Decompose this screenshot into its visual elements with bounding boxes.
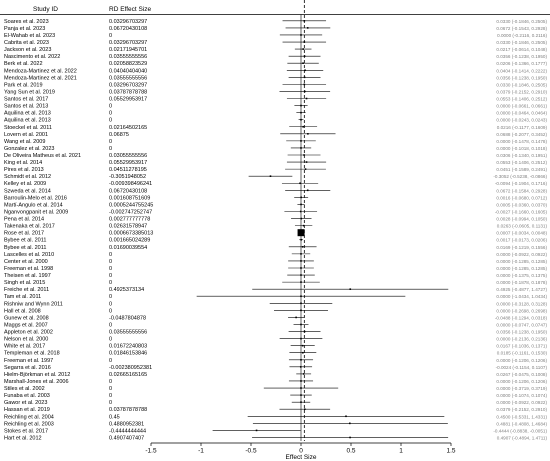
ci-value: 0.0267 (-0.0475, 0.1008) [496, 371, 547, 377]
rd-effect-value: 0.05529953917 [109, 160, 148, 167]
study-label: Park et al. 2019 [4, 82, 43, 89]
x-tick-label: 0.5 [346, 447, 356, 455]
rd-effect-value: 0.02665165165 [109, 371, 148, 378]
study-column-header: Study ID [33, 6, 58, 13]
study-row [4, 407, 547, 413]
study-label: Hielm-Björkman et al. 2012 [4, 371, 71, 378]
ci-value: 0.0000 (-0.3719, 0.3719) [496, 386, 547, 392]
rd-effect-value: 0.4907407407 [109, 435, 145, 442]
rd-effect-value: 0.45 [109, 414, 120, 421]
ci-value: 0.0330 (-0.1846, 0.2505) [496, 18, 547, 24]
study-label: Appleton et al. 2002 [4, 329, 53, 336]
rd-effect-value: -0.009398496241 [109, 181, 153, 188]
ci-value: 0.0263 (-0.0605, 0.1131) [496, 223, 547, 229]
study-label: Lascelles et al. 2010 [4, 251, 55, 258]
study-row [4, 400, 547, 406]
study-row [4, 238, 547, 244]
study-row [4, 435, 547, 441]
study-row [4, 209, 547, 215]
study-row [4, 75, 547, 81]
ci-value: -0.0094 (-0.1904, 0.1716) [494, 181, 547, 187]
study-row [4, 273, 547, 279]
study-label: Bybee et al. 2011 [4, 244, 47, 251]
ci-value: 0.0169 (-0.1219, 0.1556) [496, 244, 547, 250]
ci-value: 0.0016 (-0.0680, 0.0712) [496, 195, 547, 201]
rd-effect-value: 0.02164502165 [109, 124, 148, 131]
study-label: Hart et al. 2012 [4, 435, 42, 442]
rd-effect-value: 0 [109, 258, 113, 265]
effect-point [302, 48, 304, 50]
effect-point [302, 352, 304, 354]
study-row [4, 118, 547, 124]
study-label: Pires et al. 2013 [4, 167, 44, 174]
ci-value: 0.0000 (-0.1206, 0.1206) [496, 378, 547, 384]
ci-value: 0.0000 (-0.0243, 0.0243) [496, 117, 547, 123]
study-row [4, 294, 547, 300]
study-row [4, 104, 547, 110]
ci-value: 0.0000 (-0.0661, 0.0661) [496, 103, 547, 109]
rd-effect-value: 0.03555555556 [109, 329, 148, 336]
rd-effect-value: 0 [109, 280, 113, 287]
ci-value: 0.0000 (-1.0434, 1.0434) [496, 294, 547, 300]
study-label: Tam et al. 2011 [4, 294, 42, 301]
ci-value: 0.0000 (-0.0747, 0.0747) [496, 322, 547, 328]
study-row [4, 188, 547, 194]
study-label: Marshall-Jones et al. 2006 [4, 378, 69, 385]
x-axis-label: Effect Size [285, 454, 317, 461]
study-row [4, 245, 547, 251]
ci-value: 0.0672 (-0.1543, 0.2928) [496, 25, 547, 31]
study-row [4, 344, 547, 350]
study-label: Funaba et al. 2003 [4, 393, 50, 400]
ci-value: 0.0217 (-0.0614, 0.1048) [496, 47, 547, 53]
rd-effect-value: 0.05529953917 [109, 96, 148, 103]
rd-effect-value: 0 [109, 32, 113, 39]
rd-effect-value: 0.03055555556 [109, 153, 148, 160]
study-row [4, 47, 547, 53]
study-label: Reichling et al. 2004 [4, 414, 54, 421]
ci-value: 0.0330 (-0.1846, 0.2505) [496, 40, 547, 46]
study-row [4, 252, 547, 258]
study-row [4, 181, 547, 187]
ci-value: 0.0000 (-0.2116, 0.2116) [497, 32, 547, 38]
effect-point [305, 168, 307, 170]
rd-effect-value: 0.01672240803 [109, 343, 148, 350]
ci-value: 0.4907 (-0.4894, 1.4711) [496, 435, 547, 441]
rd-effect-value: 0 [109, 378, 113, 385]
rd-effect-value: 0 [109, 103, 113, 110]
study-label: Aquilina et al. 2013 [4, 117, 51, 124]
effect-point [299, 182, 301, 184]
rd-effect-value: 0.06720430108 [109, 188, 148, 195]
x-tick-label: -1 [198, 447, 204, 455]
study-label: White et al. 2017 [4, 343, 46, 350]
study-label: Pena et al. 2014 [4, 216, 45, 223]
study-row [4, 315, 547, 321]
study-row [4, 160, 547, 166]
effect-point [303, 373, 305, 375]
ci-value: 0.0379 (-0.2152, 0.2910) [496, 89, 547, 95]
rd-effect-value: 0.02631578947 [109, 223, 148, 230]
rd-effect-value: 0 [109, 308, 113, 315]
rd-effect-value: 0.03296703297 [109, 40, 148, 47]
study-label: Nelson et al. 2000 [4, 336, 49, 343]
ci-value: 0.0451 (-0.1589, 0.2491) [496, 167, 547, 173]
study-row [4, 379, 547, 385]
study-row [4, 266, 547, 272]
study-row [4, 167, 547, 173]
rd-effect-value: 0.06720430108 [109, 25, 148, 32]
study-row [4, 358, 547, 364]
ci-value: 0.0553 (-0.1406, 0.2512) [496, 96, 547, 102]
rd-effect-value: 0 [109, 400, 113, 407]
ci-value: 0.0017 (-0.0173, 0.0206) [496, 237, 547, 243]
study-row [4, 393, 547, 399]
study-row [4, 217, 547, 223]
study-row [4, 202, 547, 208]
effect-point [349, 423, 351, 425]
rd-effect-value: 0.04040404040 [109, 68, 148, 75]
study-row [4, 89, 547, 95]
study-label: Jackson et al. 2023 [4, 47, 52, 54]
study-label: Hall et al. 2008 [4, 308, 41, 315]
study-label: De Oliveira Matheus et al. 2021 [4, 153, 82, 160]
rd-effect-value: 0 [109, 110, 113, 117]
study-row [4, 132, 547, 138]
ci-value: 0.0688 (-0.2077, 0.3452) [496, 131, 547, 137]
study-label: Santos et al. 2013 [4, 103, 49, 110]
ci-value: 0.0404 (-0.1414, 0.2222) [496, 68, 547, 74]
effect-point [306, 98, 308, 100]
study-row [4, 40, 547, 46]
rd-effect-value: 0.4880952381 [109, 421, 145, 428]
ci-value: -0.0027 (-0.1660, 0.1605) [494, 209, 547, 215]
ci-value: 0.4881 (-0.4808, 1.4684) [496, 421, 547, 427]
rd-effect-value: -0.002747252747 [109, 209, 153, 216]
study-row [4, 428, 547, 434]
study-label: Freeman et al. 1998 [4, 265, 54, 272]
ci-value: 0.0000 (-0.1478, 0.1478) [496, 138, 547, 144]
study-label: Takenaka et al. 2017 [4, 223, 55, 230]
ci-value: 0.0000 (-0.0922, 0.0922) [496, 251, 547, 257]
effect-point [256, 430, 258, 432]
study-row [4, 414, 547, 420]
rd-effect-value: -0.4444444444 [109, 428, 147, 435]
study-row [4, 365, 547, 371]
x-tick-label: -1.5 [145, 447, 157, 455]
study-label: Reichling et al. 2003 [4, 421, 54, 428]
study-row [4, 26, 547, 32]
rd-effect-value: 0.001608751609 [109, 195, 151, 202]
ci-value: 0.0330 (-0.1846, 0.2505) [496, 82, 547, 88]
ci-value: 0.0000 (-0.1285, 0.1285) [496, 258, 547, 264]
study-label: Lovern et al. 2001 [4, 131, 49, 138]
ci-value: 0.0000 (-0.1074, 0.1074) [496, 393, 547, 399]
ci-value: -0.4444 (-0.8838, -0.0051) [493, 428, 547, 434]
study-label: Nganvongpanit et al. 2009 [4, 209, 69, 216]
study-row [4, 19, 547, 25]
rd-effect-value: 0.01690039554 [109, 244, 148, 251]
study-row [4, 386, 547, 392]
study-row [4, 421, 547, 427]
effect-point [307, 190, 309, 192]
rd-effect-value: 0 [109, 393, 113, 400]
study-row [4, 61, 547, 67]
ci-value: 0.0206 (-0.1366, 0.1777) [496, 61, 547, 67]
study-label: Mendoza-Martinez et al. 2022 [4, 68, 77, 75]
ci-value: 0.0185 (-0.1161, 0.1530) [496, 350, 547, 356]
study-label: Segarra et al. 2016 [4, 364, 51, 371]
ci-value: 0.4925 (-0.4877, 1.4727) [496, 287, 547, 293]
ci-value: 0.0000 (-0.1206, 0.1206) [496, 357, 547, 363]
study-row [4, 54, 547, 60]
study-row [4, 229, 547, 237]
study-label: Berk et al. 2022 [4, 61, 43, 68]
rd-effect-value: 0 [109, 117, 113, 124]
study-label: Bybee et al. 2011 [4, 237, 47, 244]
rd-effect-value: 0.03296703297 [109, 82, 148, 89]
study-label: Rishniw and Wynn 2011 [4, 301, 63, 308]
study-row [4, 146, 547, 152]
ci-value: -0.0024 (-0.1154, 0.1107) [495, 364, 547, 370]
x-axis-ticks [145, 443, 455, 455]
study-label: Hassan et al. 2019 [4, 407, 50, 414]
ci-value: 0.0356 (-0.1238, 0.1950) [496, 54, 547, 60]
rd-effect-value: 0.06875 [109, 131, 129, 138]
study-row [4, 308, 547, 314]
rd-effect-value: 0.0006673385013 [109, 230, 154, 237]
effect-point [295, 317, 297, 319]
effect-point [345, 415, 347, 417]
ci-value: 0.0007 (-0.0034, 0.0048) [496, 230, 547, 236]
study-row [4, 33, 547, 39]
study-row [4, 301, 547, 307]
rd-effect-value: 0 [109, 357, 113, 364]
rd-effect-value: 0.03787878788 [109, 407, 148, 414]
study-label: Stoeckel et al. 2011 [4, 124, 52, 131]
study-label: Gawor et al. 2023 [4, 400, 48, 407]
effect-point [304, 84, 306, 86]
rd-effect-value: -0.3051948052 [109, 174, 147, 181]
ci-value: 0.0356 (-0.1238, 0.1950) [496, 75, 547, 81]
study-label: Mendoza-Martinez et al. 2021 [4, 75, 77, 82]
study-label: Szweda et al. 2014 [4, 188, 51, 195]
rd-effect-value: 0 [109, 265, 113, 272]
effect-point [302, 246, 304, 248]
x-tick-label: 1 [399, 447, 403, 455]
effect-point [307, 27, 309, 29]
study-row [4, 330, 547, 336]
study-label: Soares et al. 2023 [4, 18, 49, 25]
rd-effect-value: 0.01846153846 [109, 350, 148, 357]
ci-value: 0.0216 (-0.1177, 0.1609) [496, 124, 547, 130]
study-row [4, 280, 547, 286]
study-label: El-Wahab et al. 2023 [4, 32, 56, 39]
rd-effect-value: 0.04511278195 [109, 167, 147, 174]
study-label: Freiche et al. 2011 [4, 287, 50, 294]
rd-effect-value: 0.001665024289 [109, 237, 151, 244]
ci-value: 0.0672 (-0.1584, 0.2928) [496, 188, 547, 194]
study-label: Theisen et al. 1997 [4, 273, 51, 280]
ci-value: 0.0028 (-0.0994, 0.1050) [496, 216, 547, 222]
study-label: King et al. 2014 [4, 160, 43, 167]
rd-effect-value: 0 [109, 273, 113, 280]
ci-value: 0.0000 (-0.1375, 0.1375) [496, 273, 547, 279]
rd-effect-value: 0 [109, 138, 113, 145]
study-label: Aquilina et al. 2013 [4, 110, 51, 117]
rd-effect-value: 0.002777777778 [109, 216, 151, 223]
study-row [4, 337, 547, 343]
rd-effect-value: 0.03296703297 [109, 18, 148, 25]
rd-effect-value: 0.0005244755245 [109, 202, 154, 209]
ci-value: 0.0167 (-0.1036, 0.1371) [496, 343, 547, 349]
study-row [4, 111, 547, 117]
effect-point [307, 133, 309, 135]
rd-effect-value: 0.03787878788 [109, 89, 148, 96]
effect-point [270, 175, 272, 177]
rd-effect-value: 0 [109, 145, 113, 152]
rd-effect-value: 0.02058823529 [109, 61, 148, 68]
x-tick-label: 1.5 [446, 447, 456, 455]
ci-value: 0.0000 (-0.0922, 0.0922) [496, 400, 547, 406]
study-row [4, 259, 547, 265]
ci-value: 0.0306 (-0.1340, 0.1951) [496, 153, 547, 159]
rd-effect-value: 0.03555555556 [109, 54, 148, 61]
ci-value: 0.0005 (-0.0360, 0.0370) [496, 202, 547, 208]
rd-effect-value: 0 [109, 294, 113, 301]
ci-value: -0.3052 (-0.5238, -0.0866) [493, 174, 547, 180]
study-label: Stokes et al. 2017 [4, 428, 49, 435]
study-label: Nascimento et al. 2022 [4, 54, 61, 61]
study-row [4, 195, 547, 201]
ci-value: 0.0356 (-0.1238, 0.1950) [496, 329, 547, 335]
effect-point [302, 345, 304, 347]
effect-point [302, 126, 304, 128]
study-row [4, 372, 547, 378]
study-row [4, 174, 547, 180]
study-label: Freeman et al. 1997 [4, 357, 54, 364]
study-row [4, 68, 547, 74]
study-rows [4, 19, 547, 442]
study-label: Templeman et al. 2018 [4, 350, 60, 357]
ci-value: 0.0000 (-0.2698, 0.2698) [496, 308, 547, 314]
study-label: Kelley et al. 2009 [4, 181, 47, 188]
effect-point [304, 408, 306, 410]
study-row [4, 322, 547, 328]
study-label: Maggs et al. 2007 [4, 322, 48, 329]
study-label: Center et al. 2000 [4, 258, 48, 265]
x-tick-label: -0.5 [245, 447, 257, 455]
study-label: Gonzalez et al. 2023 [4, 145, 55, 152]
rd-effect-value: 0 [109, 301, 113, 308]
effect-point [349, 288, 351, 290]
study-label: Santos et al. 2017 [4, 96, 49, 103]
ci-value: 0.0000 (-0.1018, 0.1018) [496, 145, 547, 151]
study-label: Barroulin-Melo et al. 2016 [4, 195, 67, 202]
effect-point [306, 161, 308, 163]
effect-point [349, 437, 351, 439]
study-label: Gunew et al. 2008 [4, 315, 49, 322]
study-row [4, 287, 547, 293]
study-label: Rose et al. 2017 [4, 230, 45, 237]
study-row [4, 97, 547, 103]
rd-effect-value: 0.02171945701 [109, 47, 148, 54]
study-label: Schmidt et al. 2012 [4, 174, 52, 181]
ci-value: 0.0000 (-0.2136, 0.2136) [496, 336, 547, 342]
rd-effect-value: 0 [109, 386, 113, 393]
study-row [4, 153, 547, 159]
ci-value: 0.0000 (-0.3128, 0.3128) [496, 301, 547, 307]
study-row [4, 82, 547, 88]
rd-effect-value: -0.0487804878 [109, 315, 147, 322]
study-row [4, 125, 547, 131]
study-row [4, 139, 547, 145]
study-row [4, 351, 547, 357]
ci-value: 0.0000 (-0.1878, 0.1878) [496, 280, 547, 286]
study-label: Singh et al. 2015 [4, 280, 46, 287]
ci-value: 0.0000 (-0.0464, 0.0464) [496, 110, 547, 116]
study-label: Stiles et al. 2002 [4, 386, 45, 393]
study-label: Wang et al. 2009 [4, 138, 46, 145]
study-label: Yang Sun et al. 2019 [4, 89, 55, 96]
x-tick-label: 0 [299, 447, 303, 455]
rd-effect-value: 0 [109, 251, 113, 258]
ci-value: 0.0000 (-0.1285, 0.1285) [496, 265, 547, 271]
study-label: Panja et al. 2023 [4, 25, 46, 32]
ci-value: 0.0379 (-0.2152, 0.2910) [496, 407, 547, 413]
rd-effect-value: 0.03555555556 [109, 75, 148, 82]
study-label: Martí-Angulo et al. 2014 [4, 202, 63, 209]
effect-point [302, 62, 304, 64]
rd-effect-value: 0 [109, 322, 113, 329]
rd-effect-value: 0 [109, 336, 113, 343]
effect-column-header: RD Effect Size [109, 6, 152, 13]
rd-effect-value: 0.4925373134 [109, 287, 145, 294]
ci-value: 0.4500 (-0.5331, 1.4331) [496, 414, 547, 420]
rd-effect-value: -0.002380952381 [109, 364, 153, 371]
ci-value: 0.0553 (-0.1406, 0.2512) [496, 160, 547, 166]
study-row [4, 224, 547, 230]
study-label: Cabrita et al. 2023 [4, 40, 49, 47]
ci-value: -0.0488 (-0.1294, 0.0318) [494, 315, 547, 321]
